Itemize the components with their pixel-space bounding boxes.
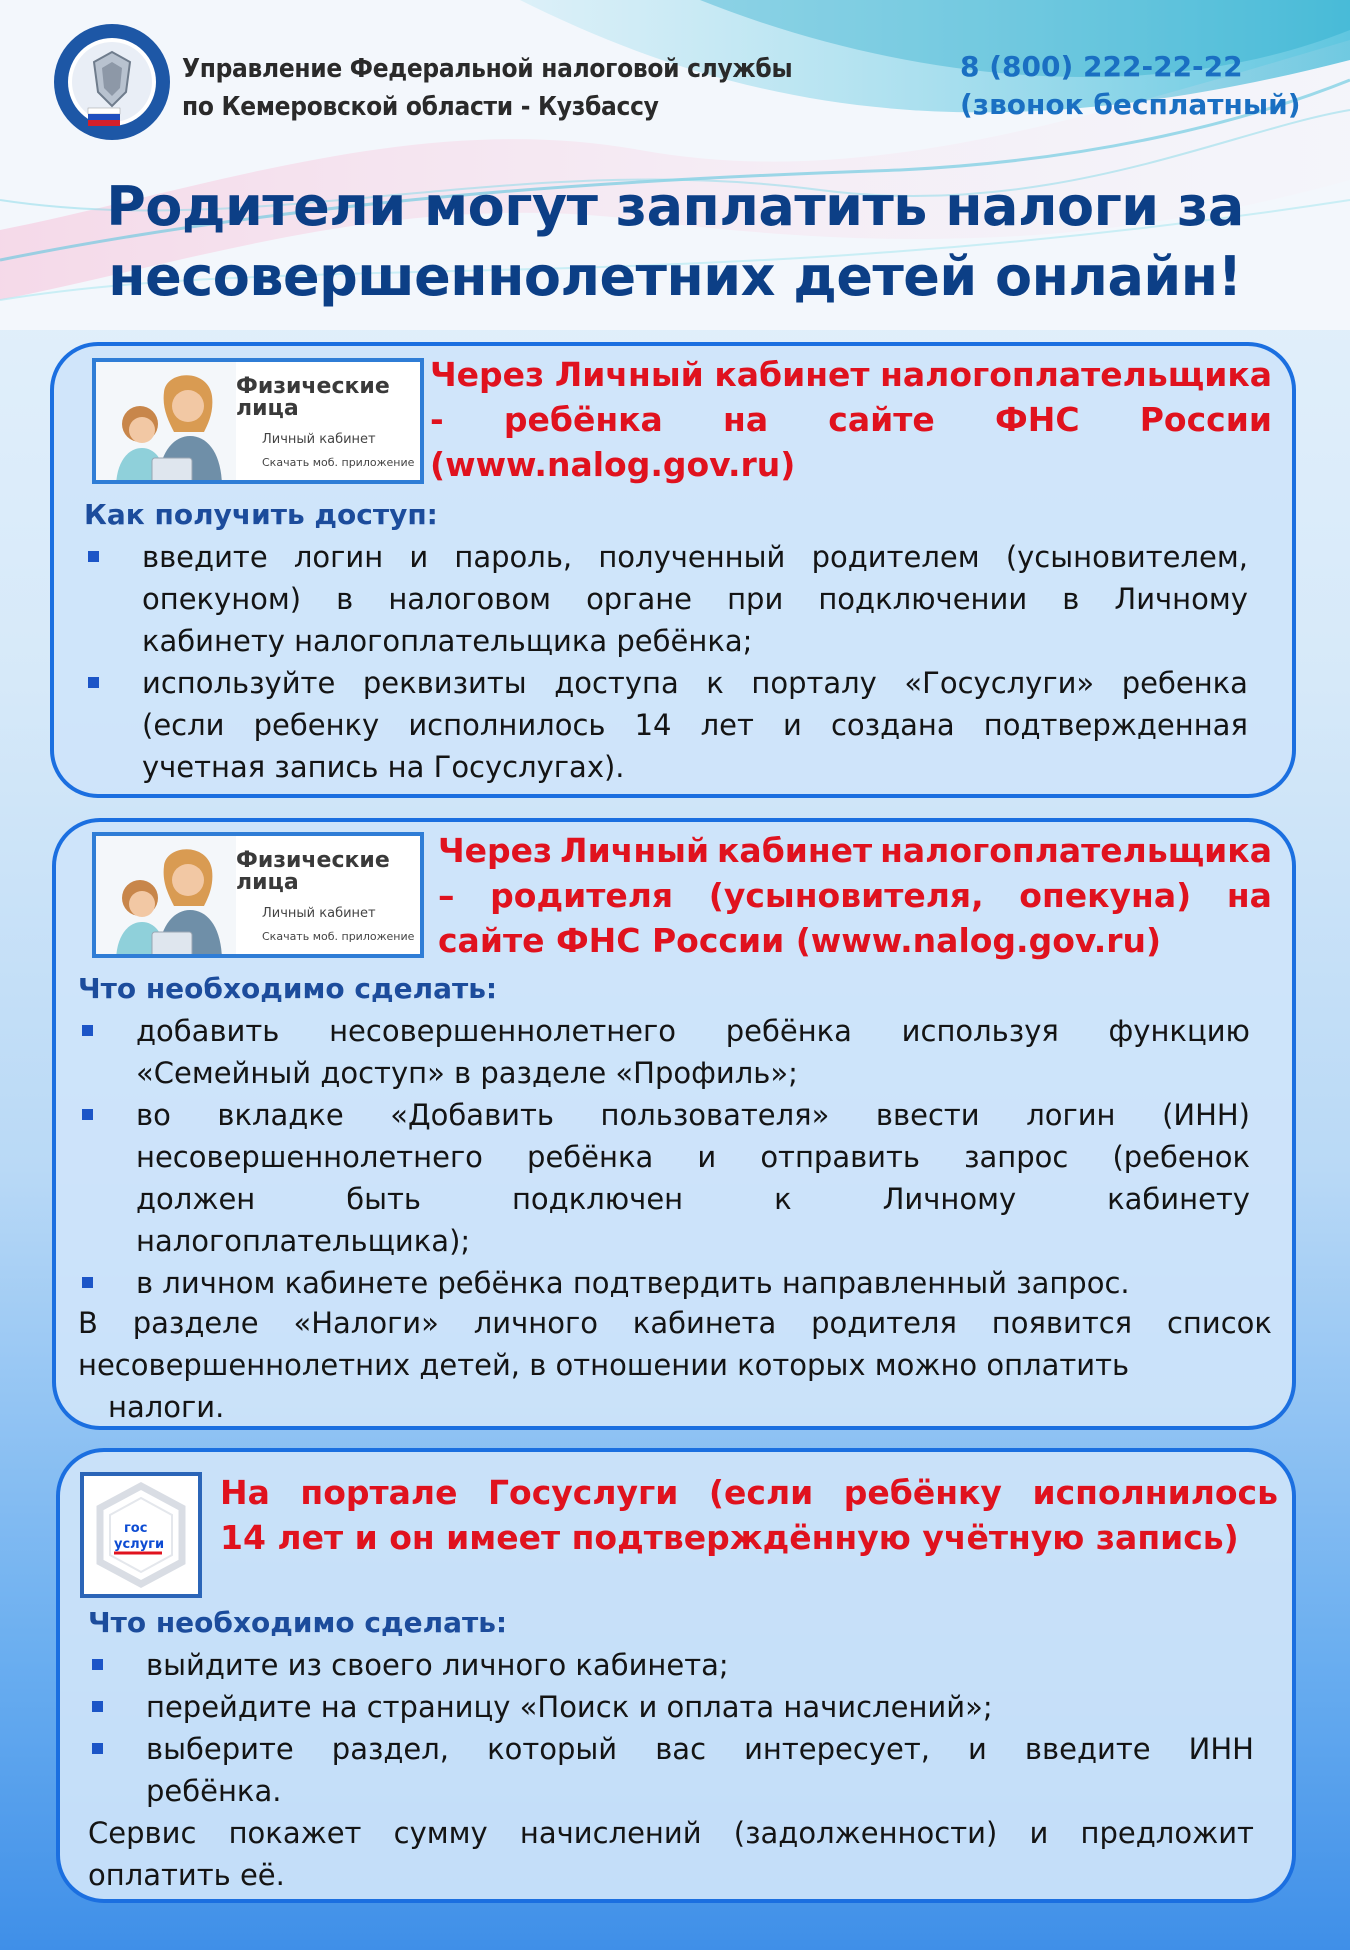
list-item	[78, 1010, 1250, 1094]
word: сайте	[828, 400, 935, 439]
word: России	[1139, 400, 1272, 439]
word: -	[430, 400, 444, 439]
word: Личный	[554, 355, 704, 394]
word: родителя	[490, 876, 674, 915]
word: на	[1226, 876, 1272, 915]
bullet-line: «Семейный доступ» в разделе «Профиль»;	[136, 1056, 798, 1090]
page-title	[40, 172, 1310, 312]
fns-emblem-icon	[52, 22, 172, 142]
page-title-line2: несовершеннолетних детей онлайн!	[108, 245, 1242, 308]
list-item	[88, 1644, 1254, 1686]
bullet-line: ребёнка.	[146, 1774, 282, 1808]
bullet-line: выйдите из своего личного кабинета;	[146, 1648, 729, 1682]
word: Через	[438, 831, 553, 870]
header	[0, 0, 1350, 170]
bullet-line: учетная запись на Госуслугах).	[142, 750, 625, 784]
hotline	[948, 48, 1308, 124]
card2-bullets	[78, 1010, 1250, 1304]
org-name-line1: Управление Федеральной налоговой службы	[182, 54, 793, 84]
lk-thumbnail	[92, 832, 424, 958]
card2-subhead: Что необходимо сделать:	[78, 972, 498, 1005]
bullet-line: налогоплательщика);	[136, 1224, 471, 1258]
list-item	[84, 536, 1248, 662]
card2-heading-line2	[438, 873, 1272, 918]
bullet-line: несовершеннолетнего ребёнка и отправить запрос (ребенок	[136, 1140, 1250, 1174]
bullet-line: выберите раздел, который вас интересует, и введите ИНН	[146, 1732, 1254, 1766]
card-child-account	[50, 342, 1296, 798]
word: ребёнка	[503, 400, 663, 439]
bullet-line: перейдите на страницу «Поиск и оплата начислений»;	[146, 1690, 993, 1724]
card2-heading-link[interactable]: сайте ФНС России (www.nalog.gov.ru)	[438, 921, 1162, 960]
note-line: В разделе «Налоги» личного кабинета родителя появится список	[78, 1306, 1272, 1340]
card2-heading	[438, 828, 1272, 963]
note-line: налоги.	[108, 1390, 225, 1424]
word: Госуслуги	[488, 1473, 679, 1512]
card-gosuslugi	[56, 1448, 1296, 1903]
hotline-note: (звонок бесплатный)	[960, 88, 1301, 121]
note-line: несовершеннолетних детей, в отношении которых можно оплатить	[78, 1348, 1130, 1382]
bullet-line: во вкладке «Добавить пользователя» ввести логин (ИНН)	[136, 1098, 1250, 1132]
thumb-subtitle: Личный кабинет	[262, 906, 376, 921]
org-name-line2: по Кемеровской области - Кузбассу	[182, 92, 659, 122]
word: Личный	[560, 831, 710, 870]
gosuslugi-icon	[84, 1476, 198, 1594]
note-line: оплатить её.	[88, 1858, 285, 1892]
card3-note	[88, 1812, 1254, 1896]
card2-note	[78, 1302, 1272, 1428]
word: ФНС	[994, 400, 1080, 439]
word: опекуна)	[1019, 876, 1192, 915]
gosuslugi-icon-text2: услуги	[114, 1537, 165, 1552]
thumb-title: Физические лица	[236, 848, 390, 895]
word: исполнилось	[1032, 1473, 1278, 1512]
card3-heading	[220, 1470, 1278, 1560]
list-item	[78, 1262, 1250, 1304]
org-name	[182, 50, 793, 126]
word: кабинет	[714, 355, 870, 394]
bullet-line: кабинету налогоплательщика ребёнка;	[142, 624, 753, 658]
card1-bullets	[84, 536, 1248, 788]
word: (усыновителя,	[708, 876, 984, 915]
list-item	[88, 1686, 1254, 1728]
word: портале	[300, 1473, 458, 1512]
word: налогоплательщика	[880, 355, 1272, 394]
card-parent-account	[52, 818, 1296, 1430]
page-title-line1: Родители могут заплатить налоги за	[106, 175, 1244, 238]
list-item	[88, 1728, 1254, 1812]
card3-heading-line2: 14 лет и он имеет подтверждённую учётную запись)	[220, 1518, 1239, 1557]
card3-bullets	[88, 1644, 1254, 1812]
card1-heading-line1	[430, 352, 1272, 397]
word: (если	[708, 1473, 814, 1512]
word: кабинет	[717, 831, 873, 870]
word: налогоплательщика	[880, 831, 1272, 870]
note-line: Сервис покажет сумму начислений (задолженности) и предложит	[88, 1816, 1254, 1850]
lk-thumbnail	[92, 358, 424, 484]
gosuslugi-logo	[80, 1472, 202, 1598]
parent-child-photo-icon	[96, 836, 236, 958]
thumb-app-link: Скачать моб. приложение	[262, 930, 415, 943]
card1-subhead: Как получить доступ:	[84, 498, 438, 531]
word: На	[220, 1473, 270, 1512]
list-item	[84, 662, 1248, 788]
bullet-line: добавить несовершеннолетнего ребёнка используя функцию	[136, 1014, 1250, 1048]
thumb-app-link: Скачать моб. приложение	[262, 456, 415, 469]
gosuslugi-icon-text1: гос	[124, 1521, 148, 1536]
thumb-subtitle: Личный кабинет	[262, 432, 376, 447]
card1-heading-link[interactable]: (www.nalog.gov.ru)	[430, 445, 796, 484]
bullet-line: опекуном) в налоговом органе при подключении в Личному	[142, 582, 1248, 616]
parent-child-photo-icon	[96, 362, 236, 484]
bullet-line: введите логин и пароль, полученный родителем (усыновителем,	[142, 540, 1248, 574]
bullet-line: должен быть подключен к Личному кабинету	[136, 1182, 1250, 1216]
hotline-phone[interactable]: 8 (800) 222-22-22	[960, 50, 1243, 83]
word: –	[438, 876, 455, 915]
card3-heading-line1	[220, 1470, 1278, 1515]
word: ребёнку	[843, 1473, 1002, 1512]
bullet-line: (если ребенку исполнилось 14 лет и создана подтвержденная	[142, 708, 1248, 742]
bullet-line: в личном кабинете ребёнка подтвердить направленный запрос.	[136, 1266, 1130, 1300]
thumb-title: Физические лица	[236, 374, 390, 421]
card3-subhead: Что необходимо сделать:	[88, 1606, 508, 1639]
card2-heading-line1	[438, 828, 1272, 873]
word: на	[723, 400, 769, 439]
bullet-line: используйте реквизиты доступа к порталу «Госуслуги» ребенка	[142, 666, 1248, 700]
card1-heading-line2	[430, 397, 1272, 442]
word: Через	[430, 355, 545, 394]
list-item	[78, 1094, 1250, 1262]
card1-heading	[430, 352, 1272, 487]
